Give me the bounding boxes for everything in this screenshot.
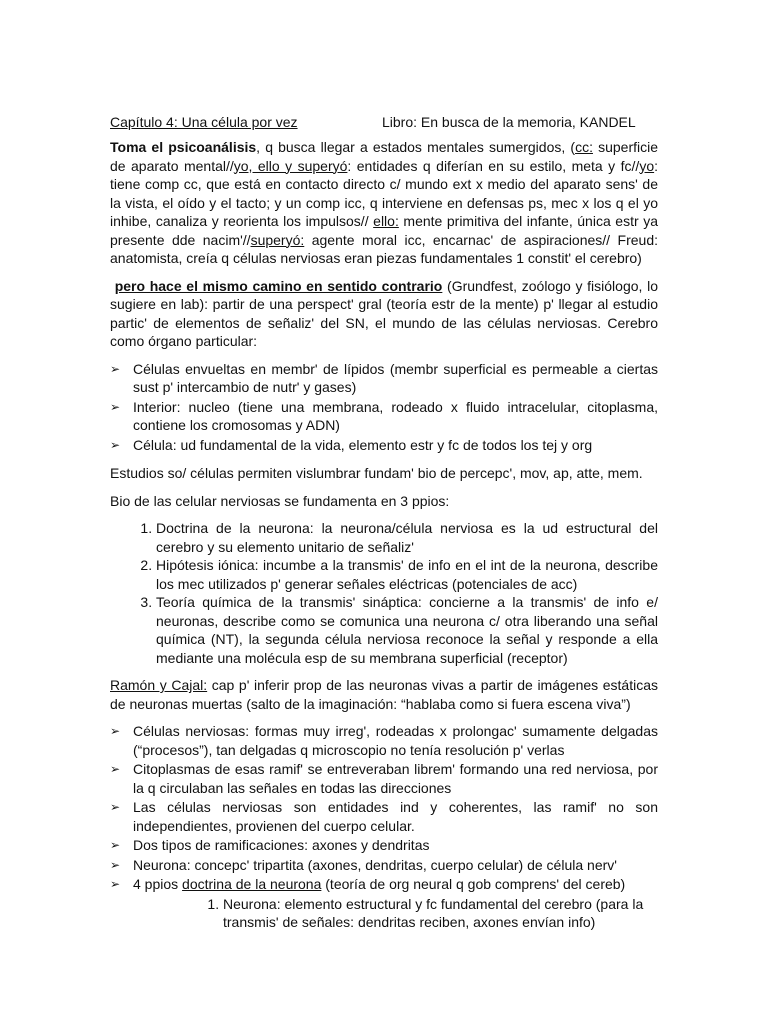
underlined-term: superyó: bbox=[250, 231, 305, 248]
list-item: ➢ Neurona: concepc' tripartita (axones, dendritas, cuerpo celular) de célula nerv' bbox=[110, 856, 617, 873]
list-item: 1. Neurona: elemento estructural y fc fundamental del cerebro (para la transmis' de señales: dendritas reciben, axones envían info) bbox=[223, 895, 658, 932]
list-item: ➢ Interior: nucleo (tiene una membrana, rodeado x fluido intracelular, citoplasma, contiene los cromosomas y ADN) bbox=[110, 398, 658, 433]
lead-text: Ramón y Cajal: bbox=[110, 677, 208, 693]
list-item: 2. Hipótesis iónica: incumbe a la transmis' de info en el int de la neurona, describe los mec utilizados p' generar señales eléctricas (potenciales de acc) bbox=[156, 556, 658, 593]
numbered-sublist bbox=[110, 895, 658, 932]
arrow-bullet-icon: ➢ bbox=[110, 399, 121, 414]
underlined-term: yo, ello y superyó bbox=[233, 157, 348, 174]
arrow-bullet-icon: ➢ bbox=[110, 762, 121, 776]
arrow-bullet-icon: ➢ bbox=[110, 857, 121, 872]
list-item: 3. Teoría química de la transmis' sináptica: concierne a la transmis' de info e/ neuronas, describe como se comunica una neurona c/ otra liberando una señal química (NT), la segunda célula nerviosa reconoce la señal y responde a ella mediante una molécula esp de su membrana superficial (receptor) bbox=[156, 593, 658, 667]
lead-text: pero hace el mismo camino en sentido contrario bbox=[114, 277, 443, 294]
list-item: ➢ Dos tipos de ramificaciones: axones y dendritas bbox=[110, 837, 430, 853]
paragraph-psicoanalisis: Toma el psicoanálisis, q busca llegar a estados mentales sumergidos, (cc: superficie de aparato mental//yo, ello y superyó: entidades q diferían en su estilo, meta y fc//yo: tiene comp cc, que está en contacto directo c/ mundo ext x medio del aparato sens' de la vista, el oído y el tacto; y un comp icc, q interviene en defensas ps, mec x los q el yo inhibe, canaliza y reorienta los impulsos// ello: mente primitiva del infante, única estr ya presente dde nacim'//superyó: agente moral icc, encarnac' de aspiraciones// Freud: anatomista, creía q células nerviosas eran piezas fundamentales 1 constit' el cerebro) bbox=[110, 139, 659, 266]
list-item: ➢ 4 ppios doctrina de la neurona (teoría de org neural q gob comprens' del cereb) bbox=[110, 876, 626, 892]
bullet-list-neuronas bbox=[110, 722, 658, 894]
underlined-term: doctrina de la neurona bbox=[182, 876, 322, 892]
header bbox=[110, 112, 658, 132]
lead-text: Toma el psicoanálisis bbox=[110, 139, 257, 155]
arrow-bullet-icon: ➢ bbox=[110, 437, 121, 452]
underlined-term: ello: bbox=[373, 213, 399, 229]
list-item: ➢ Las células nerviosas son entidades ind y coherentes, las ramif' no son independientes, provienen del cuerpo celular. bbox=[110, 799, 658, 834]
arrow-bullet-icon: ➢ bbox=[110, 838, 121, 852]
underlined-term: cc: bbox=[575, 139, 593, 155]
document-page bbox=[110, 112, 658, 932]
paragraph-ramon-y-cajal: Ramón y Cajal: cap p' inferir prop de las neuronas vivas a partir de imágenes estáticas de neuronas muertas (salto de la imaginación: “hablaba como si fuera escena viva”) bbox=[110, 677, 659, 712]
list-item: ➢ Célula: ud fundamental de la vida, elemento estr y fc de todos los tej y org bbox=[110, 436, 593, 453]
list-item: ➢ Células nerviosas: formas muy irreg', rodeadas x prolongac' sumamente delgadas (“procesos”), tan delgadas q microscopio no tenía resolución p' verlas bbox=[110, 723, 658, 758]
bullet-list-celulas bbox=[110, 360, 658, 455]
arrow-bullet-icon: ➢ bbox=[110, 800, 121, 814]
list-item: ➢ Células envueltas en membr' de lípidos (membr superficial es permeable a ciertas sust p' intercambio de nutr' y gases) bbox=[110, 360, 658, 395]
list-item: ➢ Citoplasmas de esas ramif' se entreveraban librem' formando una red nerviosa, por la q circulaban las señales en todas las direcciones bbox=[110, 761, 658, 796]
paragraph-bio: Bio de las celular nerviosas se fundamenta en 3 ppios: bbox=[110, 492, 450, 509]
arrow-bullet-icon: ➢ bbox=[110, 361, 121, 376]
paragraph-estudios: Estudios so/ células permiten vislumbrar fundam' bio de percepc', mov, ap, atte, mem. bbox=[110, 465, 643, 481]
chapter-title: Capítulo 4: Una célula por vez bbox=[110, 114, 298, 130]
arrow-bullet-icon: ➢ bbox=[110, 877, 121, 891]
numbered-list-ppios bbox=[110, 519, 658, 667]
list-item: 1. Doctrina de la neurona: la neurona/célula nerviosa es la ud estructural del cerebro y su elemento unitario de señaliz' bbox=[156, 519, 658, 556]
book-title: Libro: En busca de la memoria, KANDEL bbox=[382, 114, 636, 130]
underlined-term: yo bbox=[639, 157, 655, 174]
arrow-bullet-icon: ➢ bbox=[110, 724, 121, 738]
paragraph-camino-contrario: pero hace el mismo camino en sentido contrario (Grundfest, zoólogo y fisiólogo, lo sugiere en lab): partir de una perspect' gral (teoría estr de la mente) p' llegar al estudio partic' de elementos de señaliz' del SN, el mundo de las células nerviosas. Cerebro como órgano particular: bbox=[110, 277, 658, 349]
